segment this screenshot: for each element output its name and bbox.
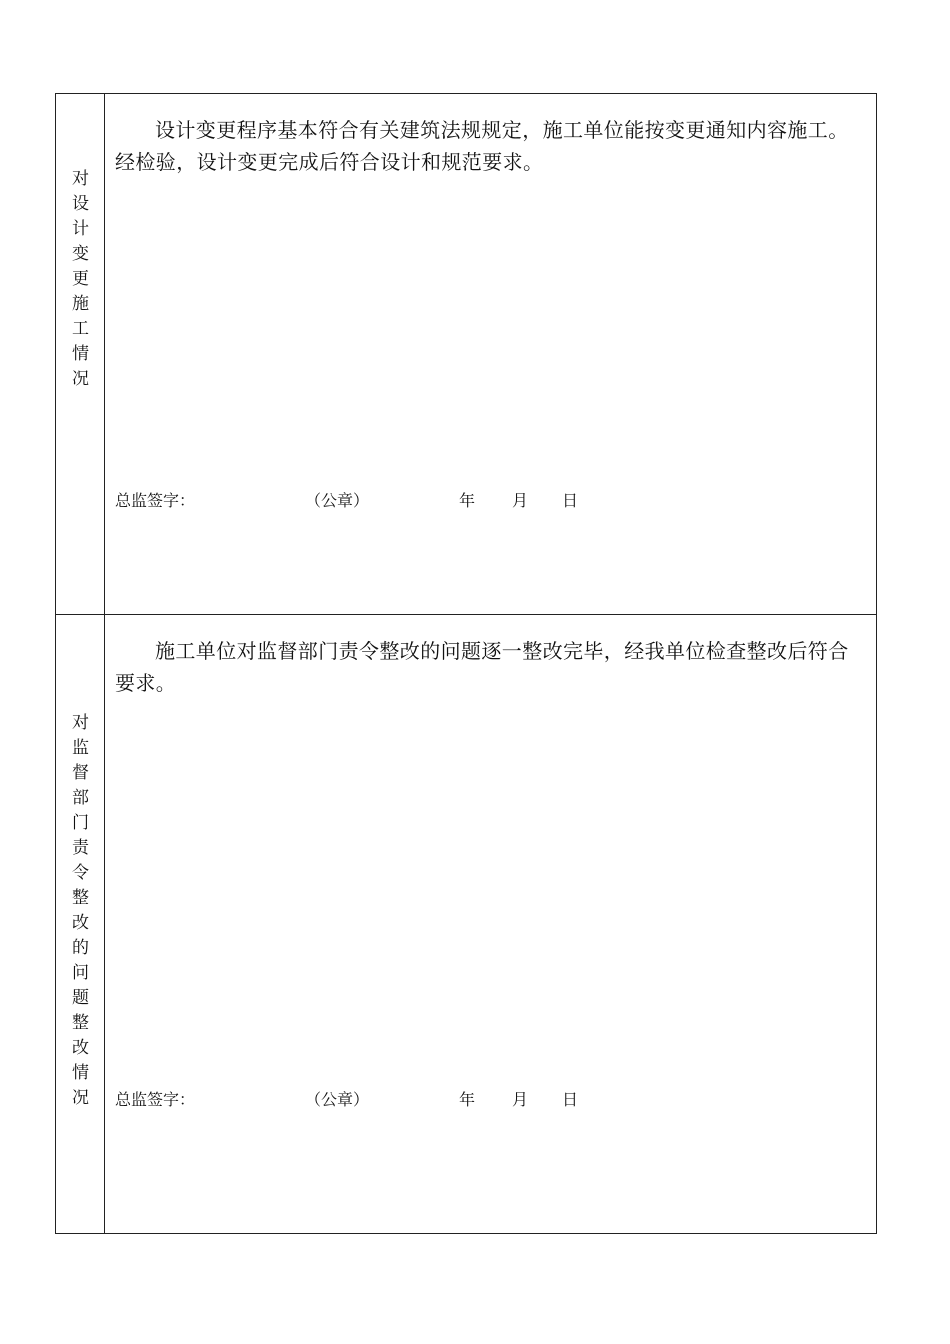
chief-supervisor-signature-label: 总监签字： — [115, 491, 196, 510]
design-change-section — [56, 94, 876, 615]
section-label-cell — [56, 615, 105, 1233]
day-label: 日 — [562, 491, 579, 510]
month-label: 月 — [512, 1090, 529, 1109]
design-change-text: 设计变更程序基本符合有关建筑法规规定，施工单位能按变更通知内容施工。经检验，设计变更完成后符合设计和规范要求。 — [115, 118, 849, 174]
month-label: 月 — [512, 491, 529, 510]
day-label: 日 — [562, 1090, 579, 1109]
official-seal-label: （公章） — [305, 1090, 370, 1109]
rectification-section — [56, 615, 876, 1233]
section-label-cell — [56, 94, 105, 614]
rectification-label: 对监督部门责令整改的问题整改情况 — [72, 713, 89, 1108]
year-label: 年 — [459, 1090, 476, 1109]
chief-supervisor-signature-label: 总监签字： — [115, 1090, 196, 1109]
section-content-cell — [105, 615, 876, 1233]
official-seal-label: （公章） — [305, 491, 370, 510]
section-content-cell — [105, 94, 876, 614]
supervision-form-table — [55, 93, 877, 1234]
year-label: 年 — [459, 491, 476, 510]
rectification-text: 施工单位对监督部门责令整改的问题逐一整改完毕，经我单位检查整改后符合要求。 — [115, 639, 849, 695]
design-change-label: 对设计变更施工情况 — [72, 169, 89, 389]
